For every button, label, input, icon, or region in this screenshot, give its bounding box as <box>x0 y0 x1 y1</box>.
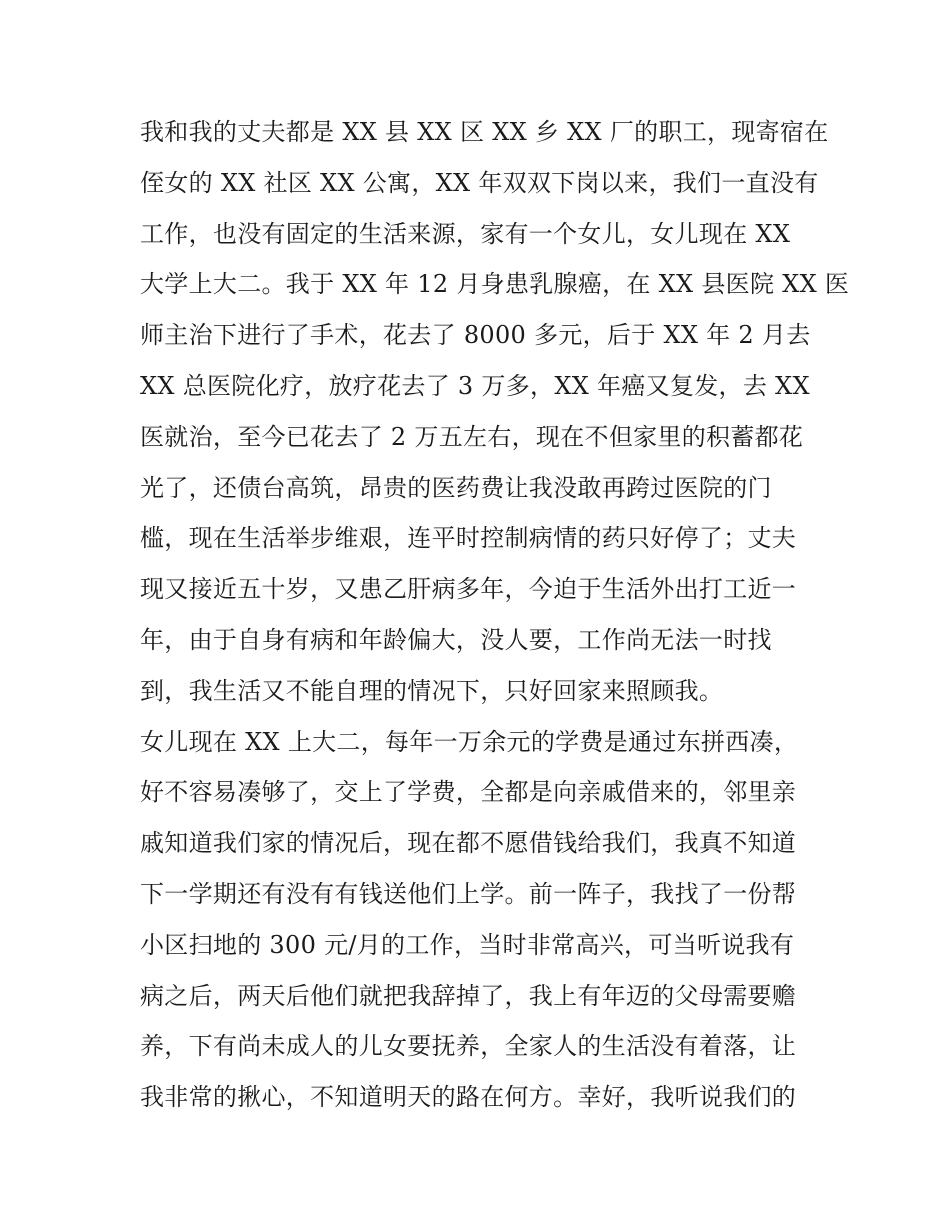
text-line: 养，下有尚未成人的儿女要抚养，全家人的生活没有着落，让 <box>140 1032 797 1061</box>
text-line: 病之后，两天后他们就把我辞掉了，我上有年迈的父母需要赡 <box>140 981 797 1010</box>
text-line: 侄女的 XX 社区 XX 公寓，XX 年双双下岗以来，我们一直没有 <box>140 168 819 197</box>
text-line: 戚知道我们家的情况后，现在都不愿借钱给我们，我真不知道 <box>140 829 797 858</box>
text-line: 工作，也没有固定的生活来源，家有一个女儿，女儿现在 XX <box>140 219 791 248</box>
text-line: 女儿现在 XX 上大二，每年一万余元的学费是通过东拼西凑， <box>140 727 799 756</box>
text-line: XX 总医院化疗，放疗花去了 3 万多，XX 年癌又复发，去 XX <box>140 371 810 400</box>
text-line: 现又接近五十岁，又患乙肝病多年，今迫于生活外出打工近一 <box>140 575 797 604</box>
text-line: 好不容易凑够了，交上了学费，全都是向亲戚借来的，邻里亲 <box>140 778 797 807</box>
text-line: 医就治，至今已花去了 2 万五左右，现在不但家里的积蓄都花 <box>140 422 804 451</box>
text-line: 我和我的丈夫都是 XX 县 XX 区 XX 乡 XX 厂的职工，现寄宿在 <box>140 118 829 146</box>
text-line: 小区扫地的 300 元/月的工作，当时非常高兴，可当听说我有 <box>140 930 795 959</box>
text-line: 光了，还债台高筑，昂贵的医药费让我没敢再跨过医院的门 <box>140 473 772 502</box>
text-line: 到，我生活又不能自理的情况下，只好回家来照顾我。 <box>140 676 724 705</box>
text-line: 我非常的揪心，不知道明天的路在何方。幸好，我听说我们的 <box>140 1083 797 1112</box>
text-line: 槛，现在生活举步维艰，连平时控制病情的药只好停了；丈夫 <box>140 524 797 553</box>
text-line: 下一学期还有没有有钱送他们上学。前一阵子，我找了一份帮 <box>140 879 797 908</box>
body-text <box>140 107 850 1123</box>
text-line: 年，由于自身有病和年龄偏大，没人要，工作尚无法一时找 <box>140 625 772 654</box>
text-line: 大学上大二。我于 XX 年 12 月身患乳腺癌，在 XX 县医院 XX 医 <box>140 270 850 299</box>
text-line: 师主治下进行了手术，花去了 8000 多元，后于 XX 年 2 月去 <box>140 321 811 350</box>
